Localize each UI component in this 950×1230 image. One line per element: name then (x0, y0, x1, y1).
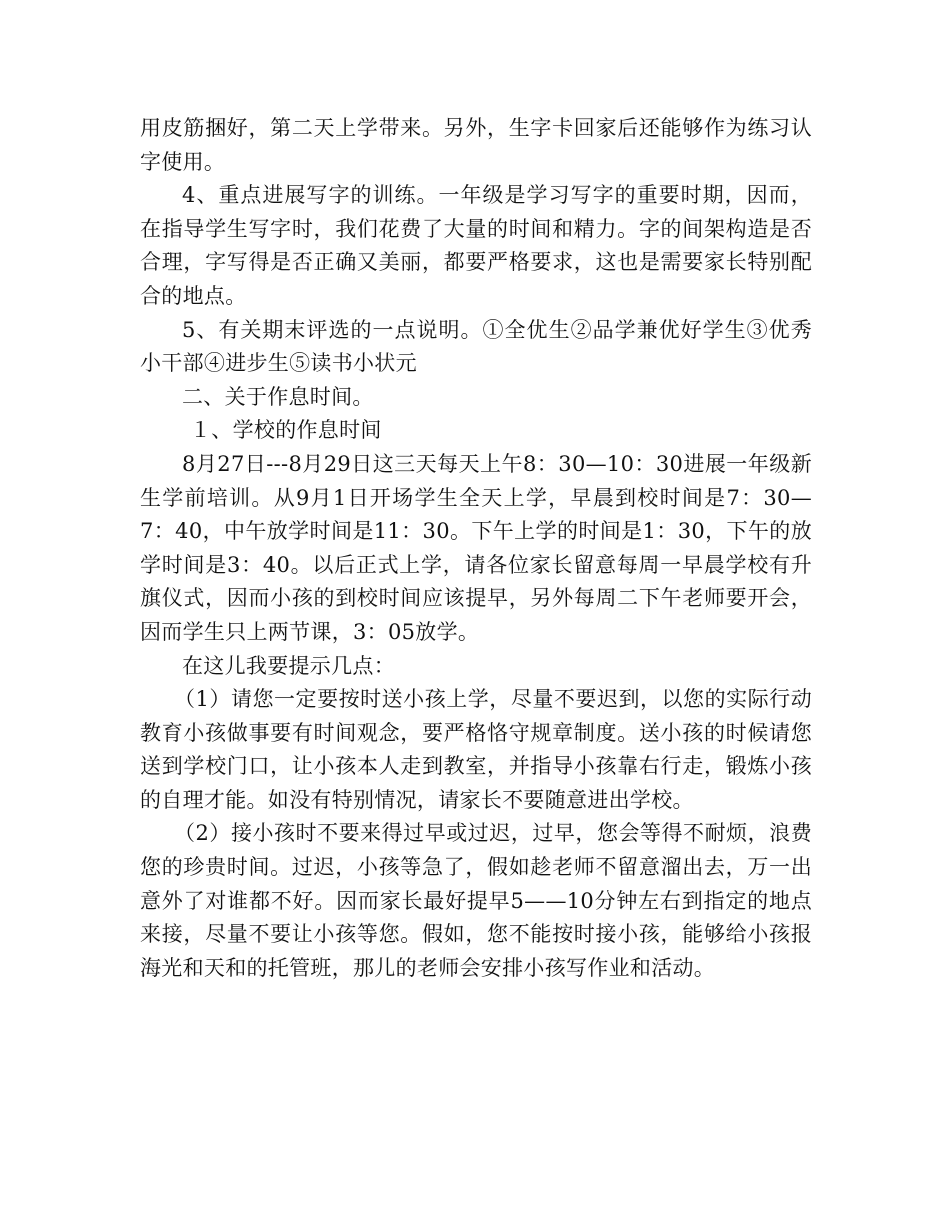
paragraph-term-awards: 5、有关期末评选的一点说明。①全优生②品学兼优好学生③优秀小干部④进步生⑤读书小状元 (140, 317, 812, 376)
paragraph-writing-training: 4、重点进展写字的训练。一年级是学习写字的重要时期，因而，在指导学生写字时，我们花费了大量的时间和精力。字的间架构造是否合理，字写得是否正确又美丽，都要严格要求，这也是需要家长特别配合的地点。 (140, 183, 812, 308)
paragraph-schedule-details: 8月27日---8月29日这三天每天上午8：30—10：30进展一年级新生学前培训。从9月1日开场学生全天上学，早晨到校时间是7：30—7：40，中午放学时间是11：30。下午上学的时间是1：30，下午的放学时间是3：40。以后正式上学，请各位家长留意每周一早晨学校有升旗仪式，因而小孩的到校时间应该提早，另外每周二下午老师要开会，因而学生只上两节课，3：05放学。 (140, 451, 812, 644)
paragraph-reminder-2: （2）接小孩时不要来得过早或过迟，过早，您会等得不耐烦，浪费您的珍贵时间。过迟，小孩等急了，假如趁老师不留意溜出去，万一出意外了对谁都不好。因而家长最好提早5——10分钟左右到指定的地点来接，尽量不要让小孩等您。假如，您不能按时接小孩，能够给小孩报海光和天和的托管班，那儿的老师会安排小孩写作业和活动。 (140, 821, 812, 980)
document-body (140, 112, 812, 985)
subheading-school-schedule: １、学校的作息时间 (190, 418, 382, 443)
section-heading-schedule: 二、关于作息时间。 (182, 384, 374, 409)
paragraph-continuation: 用皮筋捆好，第二天上学带来。另外，生字卡回家后还能够作为练习认字使用。 (140, 116, 812, 174)
paragraph-reminder-1: （1）请您一定要按时送小孩上学，尽量不要迟到，以您的实际行动教育小孩做事要有时间观念，要严格恪守规章制度。送小孩的时候请您送到学校门口，让小孩本人走到教室，并指导小孩靠右行走，锻炼小孩的自理才能。如没有特别情况，请家长不要随意进出学校。 (140, 687, 812, 812)
paragraph-reminders-intro: 在这儿我要提示几点： (182, 653, 395, 678)
